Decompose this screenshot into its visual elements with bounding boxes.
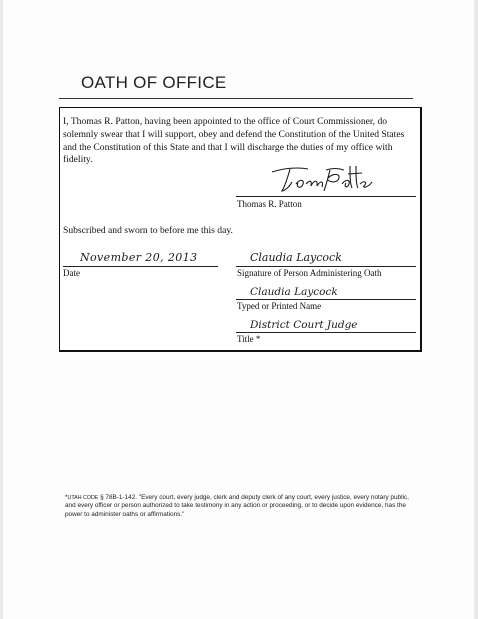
footnote (65, 494, 415, 519)
footnote-text: § 78B-1-142. "Every court, every judge, clerk and deputy clerk of any court, every justice, every notary public, and every officer or person authorized to take testimony in any action or proceeding, or to decide upon evidence, has the power to administer oaths or affirmations." (65, 494, 409, 518)
title-rule (59, 98, 413, 99)
title-line (236, 332, 416, 333)
subscribed-statement: Subscribed and sworn to before me this day. (63, 225, 233, 236)
footnote-marker: * (65, 494, 68, 501)
officer-handwritten-signature (264, 158, 374, 198)
footnote-code: UTAH CODE (67, 495, 99, 501)
oath-form-box (59, 107, 422, 352)
document-title: OATH OF OFFICE (81, 73, 227, 92)
date-handwritten: November 20, 2013 (80, 251, 198, 264)
officer-signature-line (236, 196, 416, 197)
date-line (63, 266, 218, 267)
administrator-handwritten-signature: Claudia Laycock (250, 251, 342, 264)
officer-name: Thomas R. Patton (237, 199, 302, 209)
administrator-signature-label: Signature of Person Administering Oath (237, 268, 382, 278)
administrator-signature-line (236, 266, 416, 267)
printed-name-label: Typed or Printed Name (237, 301, 322, 311)
oath-statement: I, Thomas R. Patton, having been appointed to the office of Court Commissioner, do solemnly swear that I will support, obey and defend the Constitution of the United States and the Constitution of this State and that I will discharge the duties of my office with fidelity. (63, 116, 405, 166)
title-handwritten: District Court Judge (250, 319, 358, 331)
printed-name-line (236, 299, 416, 300)
date-label: Date (63, 268, 80, 278)
printed-name-handwritten: Claudia Laycock (250, 286, 338, 298)
document-page (3, 0, 474, 619)
title-label: Title * (237, 334, 261, 344)
